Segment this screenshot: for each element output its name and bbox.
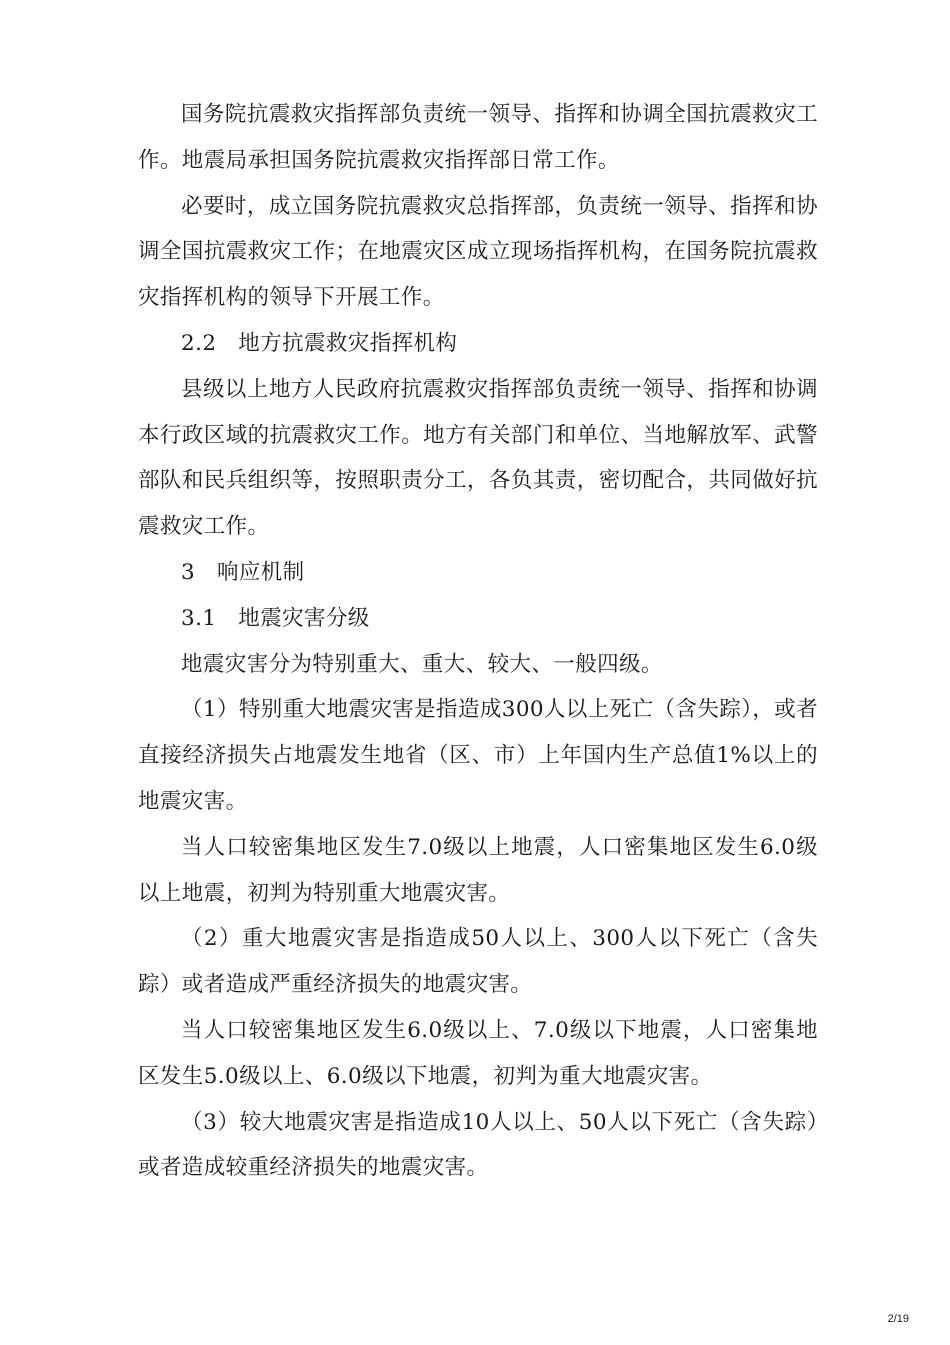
document-body <box>138 92 818 1191</box>
paragraph-level-1-judgement: 当人口较密集地区发生7.0级以上地震，人口密集地区发生6.0级以上地震，初判为特别重大地震灾害。 <box>138 834 818 906</box>
section-heading-2-2: 2.2 地方抗震救灾指挥机构 <box>181 330 458 356</box>
paragraph-general-command: 必要时，成立国务院抗震救灾总指挥部，负责统一领导、指挥和协调全国抗震救灾工作；在地震灾区成立现场指挥机构，在国务院抗震救灾指挥机构的领导下开展工作。 <box>138 193 818 311</box>
section-heading-3: 3 响应机制 <box>181 559 305 585</box>
section-heading-3-1: 3.1 地震灾害分级 <box>181 605 370 631</box>
paragraph-level-3-definition: （3）较大地震灾害是指造成10人以上、50人以下死亡（含失踪）或者造成较重经济损失的地震灾害。 <box>138 1109 818 1181</box>
paragraph-level-2-definition: （2）重大地震灾害是指造成50人以上、300人以下死亡（含失踪）或者造成严重经济损失的地震灾害。 <box>138 926 818 998</box>
paragraph-local-command: 县级以上地方人民政府抗震救灾指挥部负责统一领导、指挥和协调本行政区域的抗震救灾工作。地方有关部门和单位、当地解放军、武警部队和民兵组织等，按照职责分工，各负其责，密切配合，共同做好抗震救灾工作。 <box>138 376 818 540</box>
page-number: 2/19 <box>887 1313 909 1325</box>
paragraph-classification: 地震灾害分为特别重大、重大、较大、一般四级。 <box>181 651 663 677</box>
paragraph-level-1-definition: （1）特别重大地震灾害是指造成300人以上死亡（含失踪），或者直接经济损失占地震发生地省（区、市）上年国内生产总值1%以上的地震灾害。 <box>138 697 818 814</box>
paragraph-command-national: 国务院抗震救灾指挥部负责统一领导、指挥和协调全国抗震救灾工作。地震局承担国务院抗震救灾指挥部日常工作。 <box>138 102 818 173</box>
paragraph-level-2-judgement: 当人口较密集地区发生6.0级以上、7.0级以下地震，人口密集地区发生5.0级以上、6.0级以下地震，初判为重大地震灾害。 <box>138 1017 818 1089</box>
